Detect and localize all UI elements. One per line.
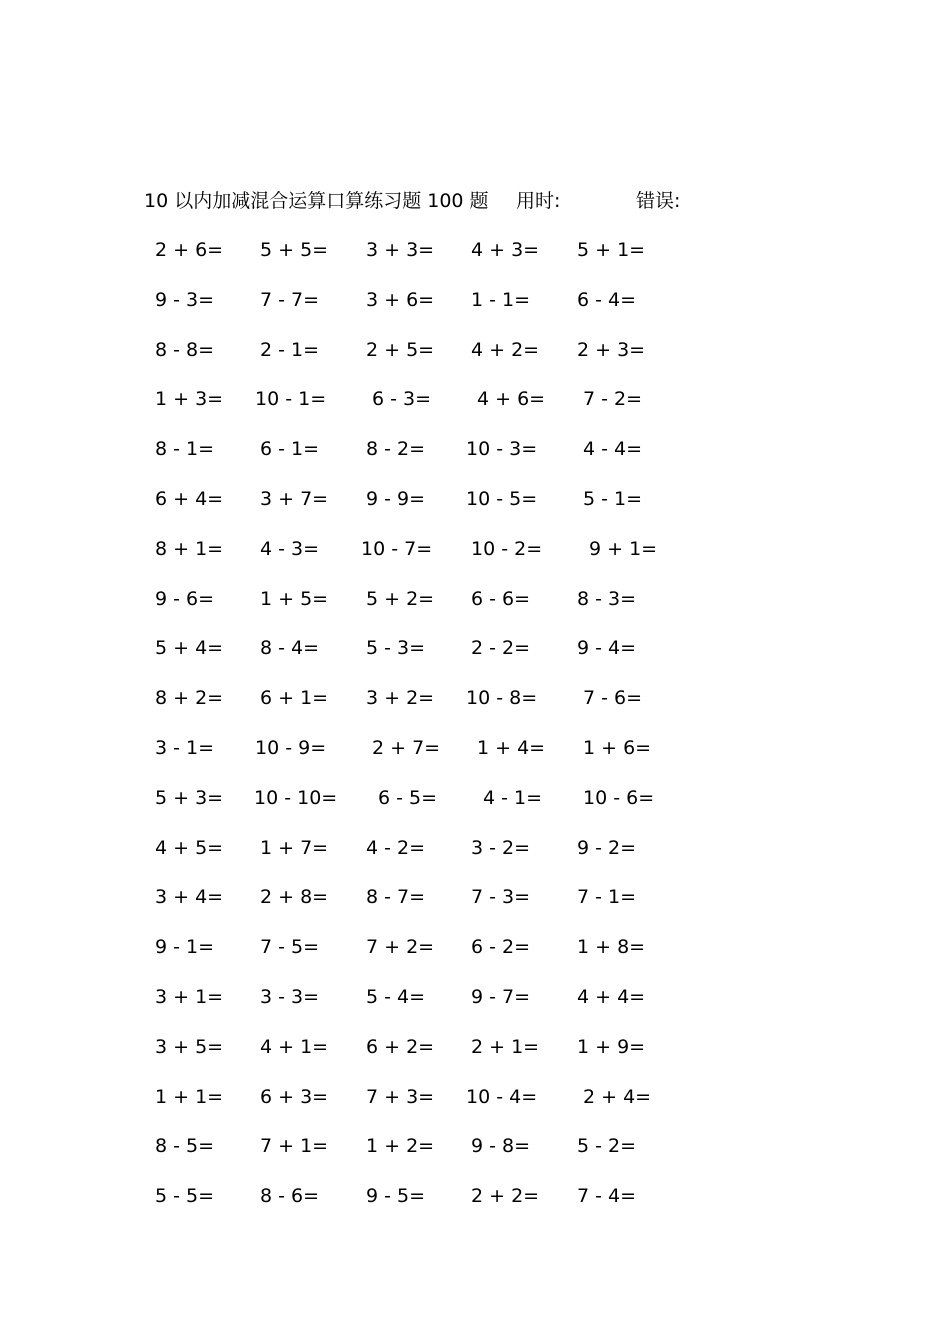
math-problem: 10 - 3= — [466, 438, 538, 461]
math-problem: 5 + 4= — [155, 637, 224, 660]
math-problem: 1 + 4= — [477, 737, 546, 759]
math-problem: 5 + 1= — [577, 239, 646, 261]
math-problem: 2 + 7= — [372, 737, 441, 759]
math-problem: 5 - 5= — [155, 1185, 215, 1208]
math-problem: 7 - 1= — [577, 886, 637, 909]
math-problem: 9 - 7= — [471, 986, 531, 1008]
time-label: 用时: — [516, 190, 561, 212]
math-problem: 1 + 3= — [155, 388, 224, 411]
math-problem: 7 - 6= — [583, 687, 643, 710]
math-problem: 9 - 6= — [155, 587, 215, 610]
problem-row — [0, 882, 950, 912]
problem-row — [0, 335, 950, 365]
math-problem: 6 - 4= — [577, 288, 637, 311]
math-problem: 1 + 6= — [583, 737, 652, 759]
math-problem: 5 + 2= — [366, 587, 435, 610]
math-problem: 7 - 3= — [471, 886, 531, 909]
math-problem: 7 - 2= — [583, 388, 643, 411]
math-problem: 6 + 3= — [260, 1085, 329, 1108]
math-problem: 2 + 1= — [471, 1035, 540, 1058]
math-problem: 8 - 2= — [366, 438, 426, 461]
math-problem: 10 - 10= — [254, 786, 338, 809]
math-problem: 5 + 5= — [260, 239, 329, 261]
math-problem: 4 - 1= — [483, 786, 543, 809]
problem-row — [0, 932, 950, 962]
math-problem: 6 + 1= — [260, 687, 329, 710]
math-problem: 6 + 4= — [155, 488, 224, 510]
problem-row — [0, 683, 950, 713]
math-problem: 5 + 3= — [155, 786, 224, 809]
math-problem: 10 - 2= — [471, 537, 543, 560]
math-problem: 4 + 1= — [260, 1035, 329, 1058]
math-problem: 8 - 4= — [260, 637, 320, 660]
math-problem: 4 + 6= — [477, 388, 546, 411]
math-problem: 1 + 2= — [366, 1135, 435, 1158]
errors-label: 错误: — [636, 190, 681, 212]
math-problem: 10 - 6= — [583, 786, 655, 809]
problem-row — [0, 1082, 950, 1112]
math-problem: 2 + 8= — [260, 886, 329, 909]
math-problem: 10 - 8= — [466, 687, 538, 710]
math-problem: 1 + 7= — [260, 836, 329, 859]
math-problem: 3 + 4= — [155, 886, 224, 909]
math-problem: 3 + 1= — [155, 986, 224, 1008]
math-problem: 4 - 4= — [583, 438, 643, 461]
math-problem: 2 + 3= — [577, 338, 646, 361]
problem-row — [0, 1032, 950, 1062]
math-problem: 6 + 2= — [366, 1035, 435, 1058]
math-problem: 10 - 1= — [255, 388, 327, 411]
problem-row — [0, 1131, 950, 1161]
math-problem: 1 - 1= — [471, 288, 531, 311]
problem-row — [0, 833, 950, 863]
math-problem: 9 - 4= — [577, 637, 637, 660]
math-problem: 7 - 5= — [260, 936, 320, 959]
math-problem: 2 + 2= — [471, 1185, 540, 1208]
math-problem: 9 - 1= — [155, 936, 215, 959]
math-problem: 10 - 5= — [466, 488, 538, 510]
math-problem: 1 + 1= — [155, 1085, 224, 1108]
math-problem: 1 + 8= — [577, 936, 646, 959]
math-problem: 8 - 5= — [155, 1135, 215, 1158]
math-problem: 8 - 7= — [366, 886, 426, 909]
math-problem: 4 - 2= — [366, 836, 426, 859]
math-problem: 2 + 4= — [583, 1085, 652, 1108]
math-problem: 9 - 8= — [471, 1135, 531, 1158]
math-problem: 3 + 3= — [366, 239, 435, 261]
math-problem: 8 - 1= — [155, 438, 215, 461]
math-problem: 3 + 5= — [155, 1035, 224, 1058]
math-problem: 4 + 3= — [471, 239, 540, 261]
math-problem: 2 - 2= — [471, 637, 531, 660]
math-problem: 6 - 5= — [378, 786, 438, 809]
math-problem: 8 - 3= — [577, 587, 637, 610]
math-problem: 7 + 3= — [366, 1085, 435, 1108]
math-problem: 8 + 2= — [155, 687, 224, 710]
problem-row — [0, 235, 950, 265]
math-problem: 10 - 4= — [466, 1085, 538, 1108]
math-problem: 10 - 9= — [255, 737, 327, 759]
math-problem: 3 + 6= — [366, 288, 435, 311]
problem-row — [0, 434, 950, 464]
problem-row — [0, 584, 950, 614]
problem-row — [0, 285, 950, 315]
math-problem: 5 - 3= — [366, 637, 426, 660]
math-problem: 9 - 2= — [577, 836, 637, 859]
worksheet-title: 10 以内加减混合运算口算练习题 100 题 — [144, 190, 489, 212]
math-problem: 3 + 7= — [260, 488, 329, 510]
math-problem: 7 + 2= — [366, 936, 435, 959]
math-problem: 7 - 4= — [577, 1185, 637, 1208]
math-problem: 7 - 7= — [260, 288, 320, 311]
math-problem: 9 + 1= — [589, 537, 658, 560]
math-problem: 4 - 3= — [260, 537, 320, 560]
math-problem: 10 - 7= — [361, 537, 433, 560]
problem-row — [0, 783, 950, 813]
math-problem: 8 + 1= — [155, 537, 224, 560]
math-problem: 1 + 5= — [260, 587, 329, 610]
math-problem: 6 - 3= — [372, 388, 432, 411]
math-problem: 3 - 2= — [471, 836, 531, 859]
math-problem: 6 - 1= — [260, 438, 320, 461]
math-problem: 8 - 6= — [260, 1185, 320, 1208]
math-problem: 9 - 3= — [155, 288, 215, 311]
math-problem: 9 - 9= — [366, 488, 426, 510]
math-problem: 5 - 2= — [577, 1135, 637, 1158]
math-problem: 4 + 2= — [471, 338, 540, 361]
math-problem: 6 - 2= — [471, 936, 531, 959]
math-problem: 2 - 1= — [260, 338, 320, 361]
problem-row — [0, 384, 950, 414]
math-problem: 3 - 3= — [260, 986, 320, 1008]
math-problem: 4 + 4= — [577, 986, 646, 1008]
problem-row — [0, 982, 950, 1012]
math-problem: 2 + 5= — [366, 338, 435, 361]
problem-row — [0, 633, 950, 663]
problem-row — [0, 484, 950, 514]
problem-row — [0, 1181, 950, 1211]
math-problem: 3 + 2= — [366, 687, 435, 710]
math-problem: 3 - 1= — [155, 737, 215, 759]
math-problem: 7 + 1= — [260, 1135, 329, 1158]
math-problem: 9 - 5= — [366, 1185, 426, 1208]
math-problem: 2 + 6= — [155, 239, 224, 261]
math-problem: 5 - 1= — [583, 488, 643, 510]
problem-row — [0, 534, 950, 564]
math-problem: 6 - 6= — [471, 587, 531, 610]
problem-row — [0, 733, 950, 763]
math-problem: 8 - 8= — [155, 338, 215, 361]
math-problem: 1 + 9= — [577, 1035, 646, 1058]
math-problem: 4 + 5= — [155, 836, 224, 859]
math-problem: 5 - 4= — [366, 986, 426, 1008]
